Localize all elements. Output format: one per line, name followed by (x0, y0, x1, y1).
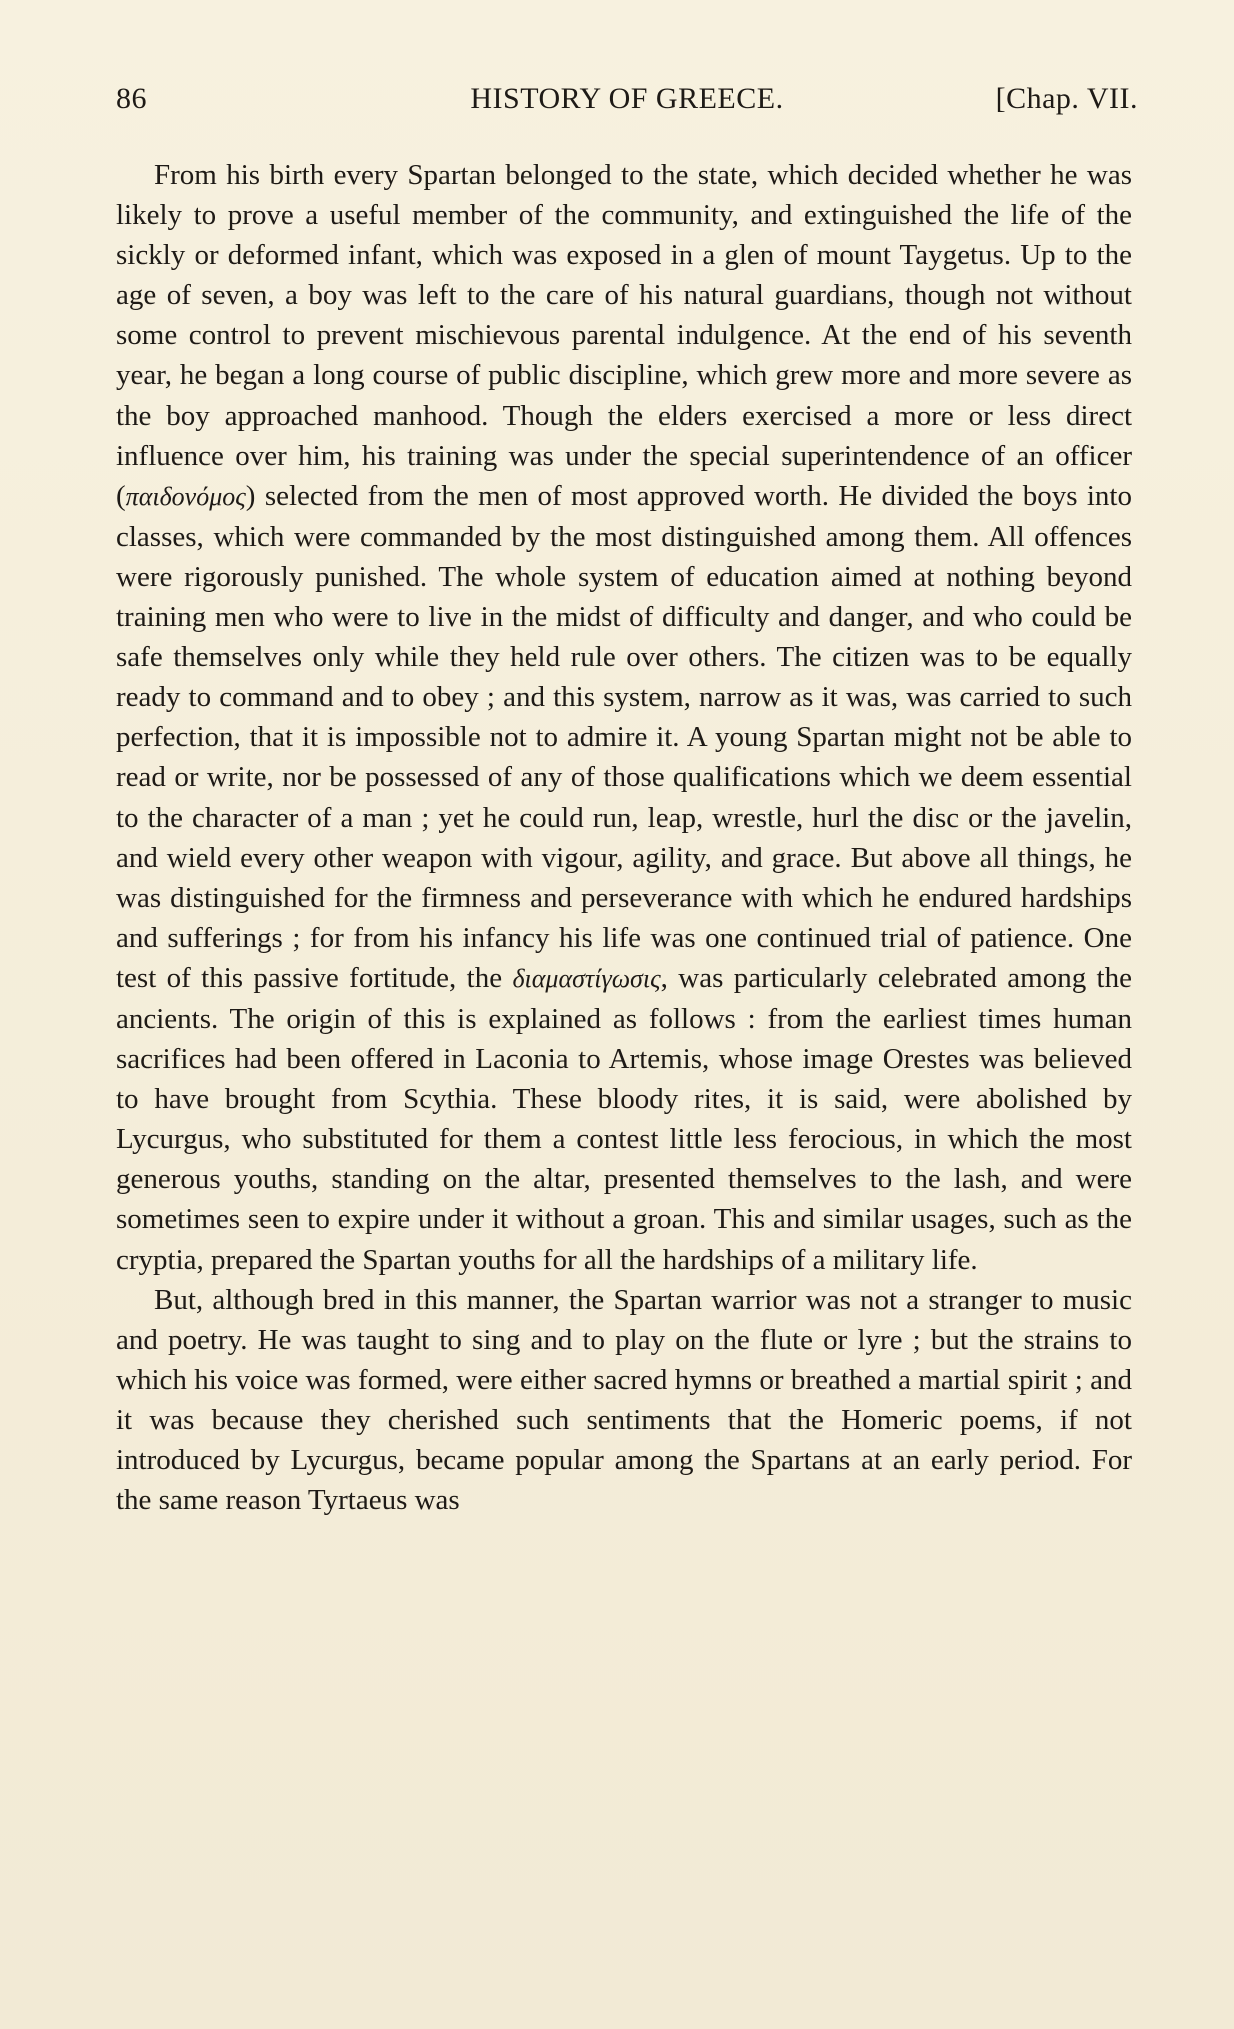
paragraph-text: ) selected from the men of most approved worth. He divided the boys into classes, which were commanded by the most distinguished among them. All offences were rigorously punished. The whole system of education aimed at nothing beyond training men who were to live in the midst of difficulty and danger, and who could be safe themselves only while they held rule over others. The citizen was to be equally ready to command and to obey ; and this system, narrow as it was, was carried to such perfection, that it is impossible not to admire it. A young Spartan might not be able to read or write, nor be possessed of any of those qualifications which we deem essential to the character of a man ; yet he could run, leap, wrestle, hurl the disc or the javelin, and wield every other weapon with vigour, agility, and grace. But above all things, he was distinguished for the firmness and perseverance with which he endured hardships and sufferings ; for from his infancy his life was one continued trial of patience. One test of this passive fortitude, the (116, 479, 1132, 994)
greek-term-diamastigosis: διαμαστίγωσις (512, 963, 661, 993)
paragraph-text: But, although bred in this manner, the Spartan warrior was not a stranger to music and poetry. He was taught to sing and to play on the flute or lyre ; but the strains to which his voice was formed, were either sacred hymns or breathed a martial spirit ; and it was because they cherished such sentiments that the Homeric poems, if not introduced by Lycurgus, became popular among the Spartans at an early period. For the same reason Tyrtaeus was (116, 1283, 1132, 1517)
page-number: 86 (116, 82, 147, 115)
body-text (116, 155, 1132, 1520)
running-title: HISTORY OF GREECE. (470, 82, 784, 115)
paragraph-text: , was particularly celebrated among the ancients. The origin of this is explained as follows : from the earliest times human sacrifices had been offered in Laconia to Artemis, whose image Orestes was believed to have brought from Scythia. These bloody rites, it is said, were abolished by Lycurgus, who substituted for them a contest little less ferocious, in which the most generous youths, standing on the altar, presented themselves to the lash, and were sometimes seen to expire under it without a groan. This and similar usages, such as the cryptia, prepared the Spartan youths for all the hardships of a military life. (116, 961, 1132, 1276)
page-header (116, 82, 1138, 122)
chapter-reference: [Chap. VII. (995, 82, 1138, 115)
paragraph-music-and-poetry (116, 1280, 1132, 1521)
paragraph-spartan-education (116, 155, 1132, 1280)
greek-term-paidonomos: παιδονόμος (125, 481, 246, 511)
paragraph-text: From his birth every Spartan belonged to the state, which decided whether he was likely to prove a useful member of the community, and extinguished the life of the sickly or deformed infant, which was exposed in a glen of mount Taygetus. Up to the age of seven, a boy was left to the care of his natural guardians, though not without some control to prevent mischievous parental indulgence. At the end of his seventh year, he began a long course of public discipline, which grew more and more severe as the boy approached manhood. Though the elders exercised a more or less direct influence over him, his training was under the special superintendence of an officer ( (116, 159, 1132, 512)
